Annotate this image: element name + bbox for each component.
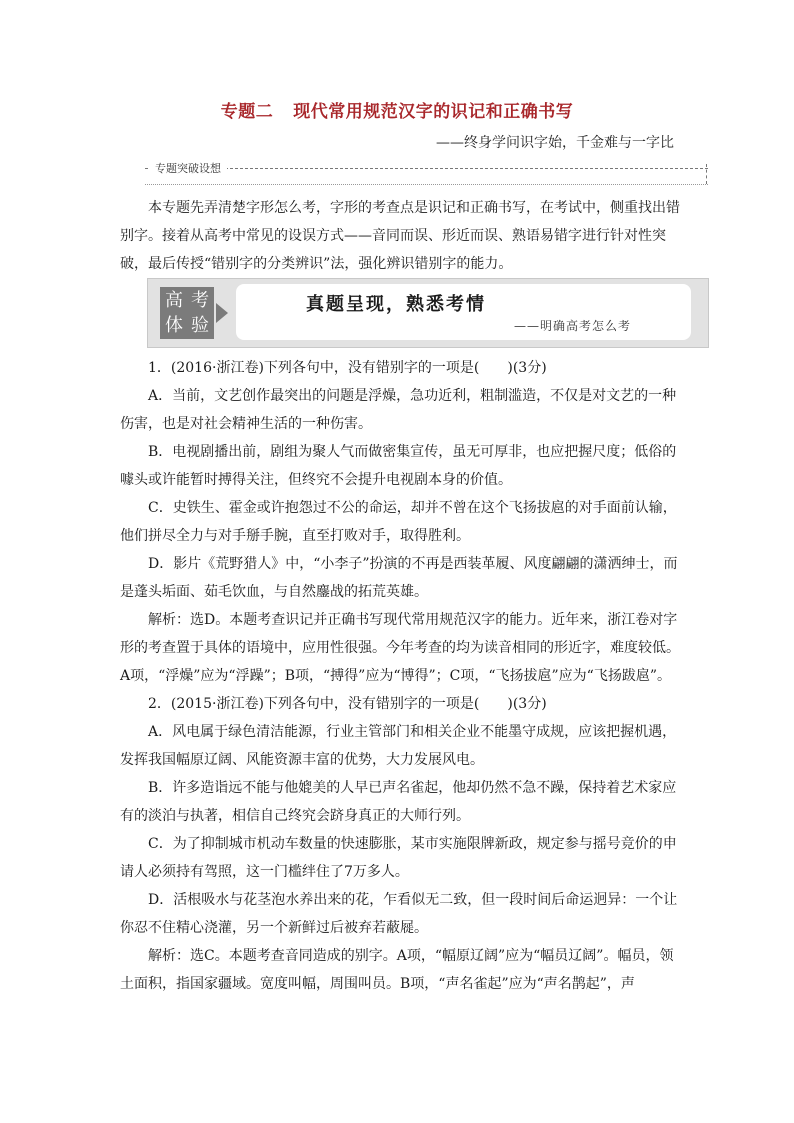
page-title: [0, 97, 794, 122]
banner-heading: 真题呈现，熟悉考情: [306, 294, 486, 315]
banner-panel: [236, 284, 691, 340]
content-paragraph: 解析：选C。本题考查音同造成的别字。A项，“幅原辽阔”应为“幅员辽阔”。幅员，领土面积，指国家疆域。宽度叫幅，周围叫员。B项，“声名雀起”应为“声名鹊起”，声: [120, 948, 674, 992]
banner-tagline: ——明确高考怎么考: [513, 319, 631, 333]
gaokao-badge-icon: [160, 287, 214, 339]
section-label: 专题突破设想: [149, 160, 227, 176]
section-banner: [147, 278, 709, 348]
arrow-right-icon: [216, 303, 228, 323]
content-paragraph: D．影片《荒野猎人》中，“小李子”扮演的不再是西装革履、风度翩翩的潇洒绅士，而是蓬头垢面、茹毛饮血，与自然鏖战的拓荒英雄。: [120, 556, 678, 600]
content-paragraph: 2．(2015·浙江卷)下列各句中，没有错别字的一项是( )(3分): [148, 696, 547, 712]
title-text: 现代常用规范汉字的识记和正确书写: [293, 102, 574, 122]
section-divider: [145, 160, 708, 184]
content-paragraph: A．当前，文艺创作最突出的问题是浮燥，急功近利，粗制滥造，不仅是对文艺的一种伤害，也是对社会精神生活的一种伤害。: [120, 388, 677, 432]
divider-line-lower: [145, 184, 708, 185]
content-paragraph: B．电视剧播出前，剧组为聚人气而做密集宣传，虽无可厚非，也应把握尺度；低俗的噱头或许能暂时搏得关注，但终究不会提升电视剧本身的价值。: [120, 444, 677, 488]
content-paragraph: C．史铁生、霍金或许抱怨过不公的命运，却并不曾在这个飞扬拔扈的对手面前认输，他们拼尽全力与对手掰手腕，直至打败对手，取得胜利。: [120, 500, 677, 544]
question-content: [120, 354, 680, 998]
badge-char: 考: [191, 290, 209, 311]
content-paragraph: C．为了抑制城市机动车数量的快速膨胀，某市实施限牌新政，规定参与摇号竞价的申请人必须持有驾照，这一门槛绊住了7万多人。: [120, 836, 677, 880]
divider-cap: [706, 164, 708, 184]
badge-char: 体: [165, 315, 183, 336]
badge-char: 高: [165, 290, 183, 311]
divider-line: [145, 168, 708, 169]
page-subtitle: ——终身学问识字始，千金难与一字比: [436, 135, 674, 151]
badge-char: 验: [191, 315, 209, 336]
content-paragraph: B．许多造诣远不能与他媲美的人早已声名雀起，他却仍然不急不躁，保持着艺术家应有的淡泊与执著，相信自己终究会跻身真正的大师行列。: [120, 780, 677, 824]
content-paragraph: 解析：选D。本题考查识记并正确书写现代常用规范汉字的能力。近年来，浙江卷对字形的考查置于具体的语境中，应用性很强。今年考查的均为读音相同的形近字，难度较低。A项，“浮燥”应为“浮躁”；B项，“搏得”应为“博得”；C项，“飞扬拔扈”应为“飞扬跋扈”。: [120, 612, 680, 684]
content-paragraph: A．风电属于绿色清洁能源，行业主管部门和相关企业不能墨守成规，应该把握机遇，发挥我国幅原辽阔、风能资源丰富的优势，大力发展风电。: [120, 724, 677, 768]
content-paragraph: D．活根吸水与花茎泡水养出来的花，乍看似无二致，但一段时间后命运迥异：一个让你忍不住精心浇灌，另一个新鲜过后被弃若蔽屣。: [120, 892, 678, 936]
intro-paragraph: 本专题先弄清楚字形怎么考，字形的考查点是识记和正确书写，在考试中，侧重找出错别字。接着从高考中常见的设误方式——音同而误、形近而误、熟语易错字进行针对性突破，最后传授“错别字的分类辨识”法，强化辨识错别字的能力。: [120, 200, 680, 272]
title-number: 专题二: [220, 102, 274, 122]
content-paragraph: 1．(2016·浙江卷)下列各句中，没有错别字的一项是( )(3分): [148, 360, 547, 376]
intro-text: [120, 194, 680, 278]
